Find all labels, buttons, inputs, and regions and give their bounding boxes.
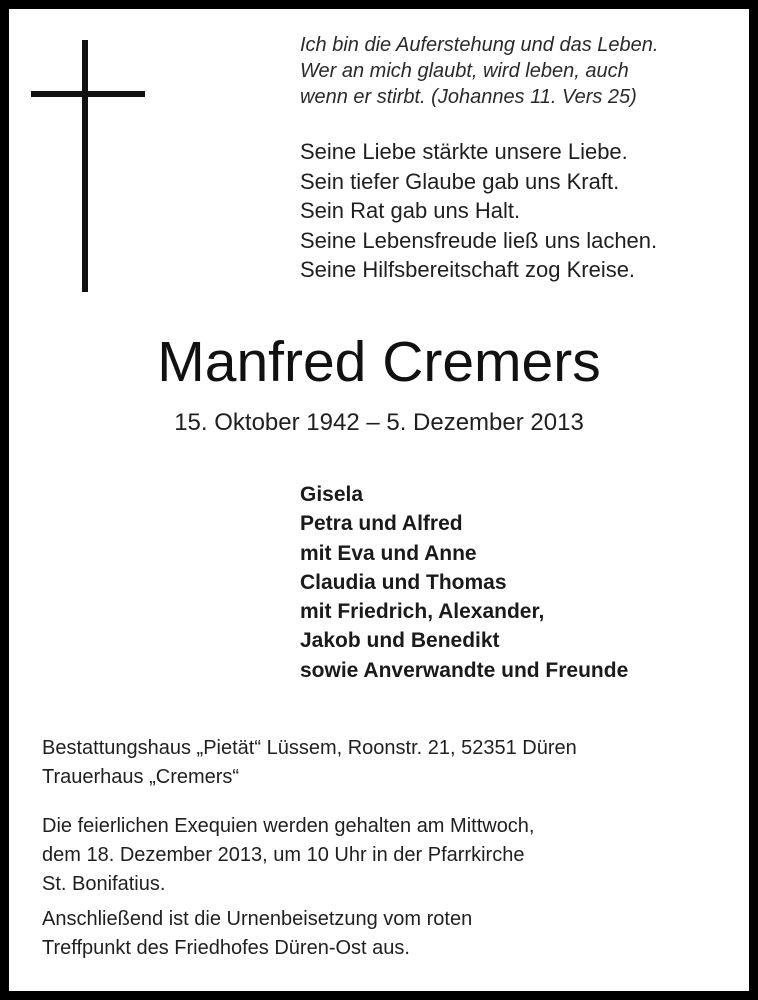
poem-line: Sein tiefer Glaube gab uns Kraft. [300,168,620,194]
service-line: Die feierlichen Exequien werden gehalten am Mittwoch, [42,815,535,837]
poem-line: Seine Lebensfreude ließ uns lachen. [300,227,658,253]
bible-quote [300,32,658,110]
family-list [300,480,628,685]
poem-line: Sein Rat gab uns Halt. [300,198,521,223]
service-info [42,812,535,899]
poem-line: Seine Liebe stärkte unsere Liebe. [300,139,628,164]
family-line: Gisela [300,483,364,506]
poem-line: Seine Hilfsbereitschaft zog Kreise. [300,257,636,282]
cross-horizontal-bar [31,91,145,97]
quote-line: Ich bin die Auferstehung und das Leben. [300,34,659,56]
family-line: Jakob und Benedikt [300,629,500,653]
quote-line: wenn er stirbt. (Johannes 11. Vers 25) [300,86,637,108]
funeral-home-line: Bestattungshaus „Pietät“ Lüssem, Roonstr. 21, 52351 Düren [42,737,577,759]
service-line: St. Bonifatius. [42,873,166,895]
life-dates: 15. Oktober 1942 – 5. Dezember 2013 [174,409,584,436]
urn-burial-info [42,905,472,963]
cross-vertical-bar [82,40,88,292]
family-line: Petra und Alfred [300,512,463,536]
family-line: sowie Anverwandte und Freunde [300,658,629,682]
family-line: mit Eva und Anne [300,541,477,565]
funeral-home-line: Trauerhaus „Cremers“ [42,766,240,788]
funeral-home-info [42,734,577,792]
urn-line: Treffpunkt des Friedhofes Düren-Ost aus. [42,937,410,959]
deceased-name: Manfred Cremers [157,330,601,394]
obituary-card [9,9,749,991]
service-line: dem 18. Dezember 2013, um 10 Uhr in der Pfarrkirche [42,844,525,866]
urn-line: Anschließend ist die Urnenbeisetzung vom roten [42,908,473,930]
quote-line: Wer an mich glaubt, wird leben, auch [300,60,629,82]
family-line: Claudia und Thomas [300,570,507,594]
memorial-poem [300,137,657,285]
family-line: mit Friedrich, Alexander, [300,600,545,624]
